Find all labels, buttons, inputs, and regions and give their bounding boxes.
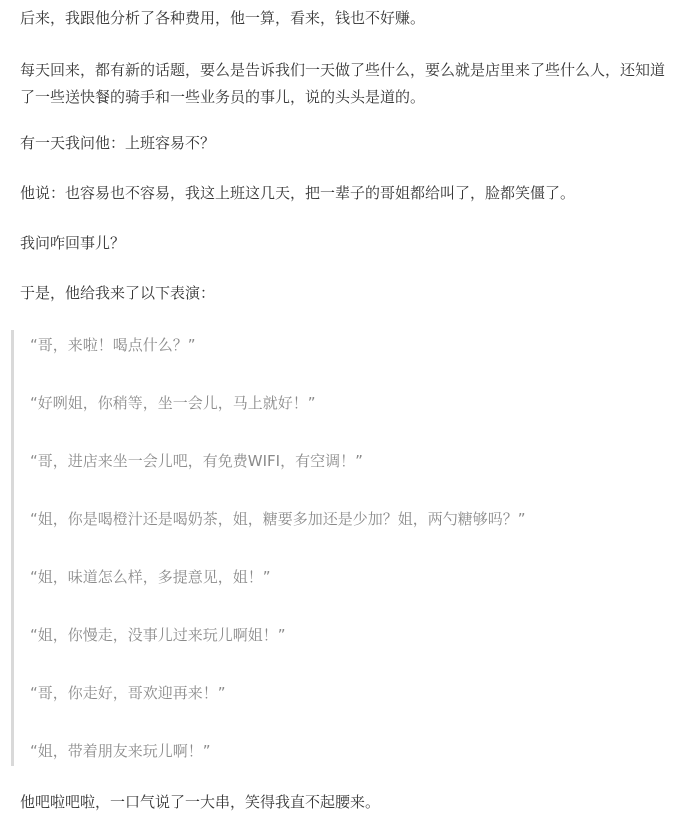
- quote-line: “好咧姐，你稍等，坐一会儿，马上就好！”: [30, 394, 316, 412]
- quote-line: “哥，进店来坐一会儿吧，有免费WIFI，有空调！”: [30, 452, 363, 470]
- quote-line: “姐，你是喝橙汁还是喝奶茶，姐，糖要多加还是少加？姐，两勺糖够吗？”: [30, 510, 526, 528]
- paragraph-answer: 他说：也容易也不容易，我这上班这几天，把一辈子的哥姐都给叫了，脸都笑僵了。: [20, 184, 576, 202]
- blockquote-bar: [11, 330, 14, 766]
- paragraph-daily-stories: 每天回来，都有新的话题，要么是告诉我们一天做了些什么，要么就是店里来了些什么人，还知道了一些送快餐的骑手和一些业务员的事儿，说的头头是道的。: [20, 61, 666, 106]
- quote-line: “姐，带着朋友来玩儿啊！”: [30, 742, 211, 760]
- quote-line: “姐，味道怎么样，多提意见，姐！”: [30, 568, 271, 586]
- paragraph-ask-why: 我问咋回事儿？: [20, 234, 126, 252]
- quote-line: “姐，你慢走，没事儿过来玩儿啊姐！”: [30, 626, 286, 644]
- paragraph-cost-analysis: 后来，我跟他分析了各种费用，他一算，看来，钱也不好赚。: [20, 9, 426, 27]
- paragraph-question: 有一天我问他：上班容易不？: [20, 134, 216, 152]
- quote-line: “哥，你走好，哥欢迎再来！”: [30, 684, 226, 702]
- quote-line: “哥，来啦！喝点什么？”: [30, 336, 196, 354]
- paragraph-conclusion: 他吧啦吧啦，一口气说了一大串，笑得我直不起腰来。: [20, 793, 381, 811]
- paragraph-performance-intro: 于是，他给我来了以下表演：: [20, 284, 216, 302]
